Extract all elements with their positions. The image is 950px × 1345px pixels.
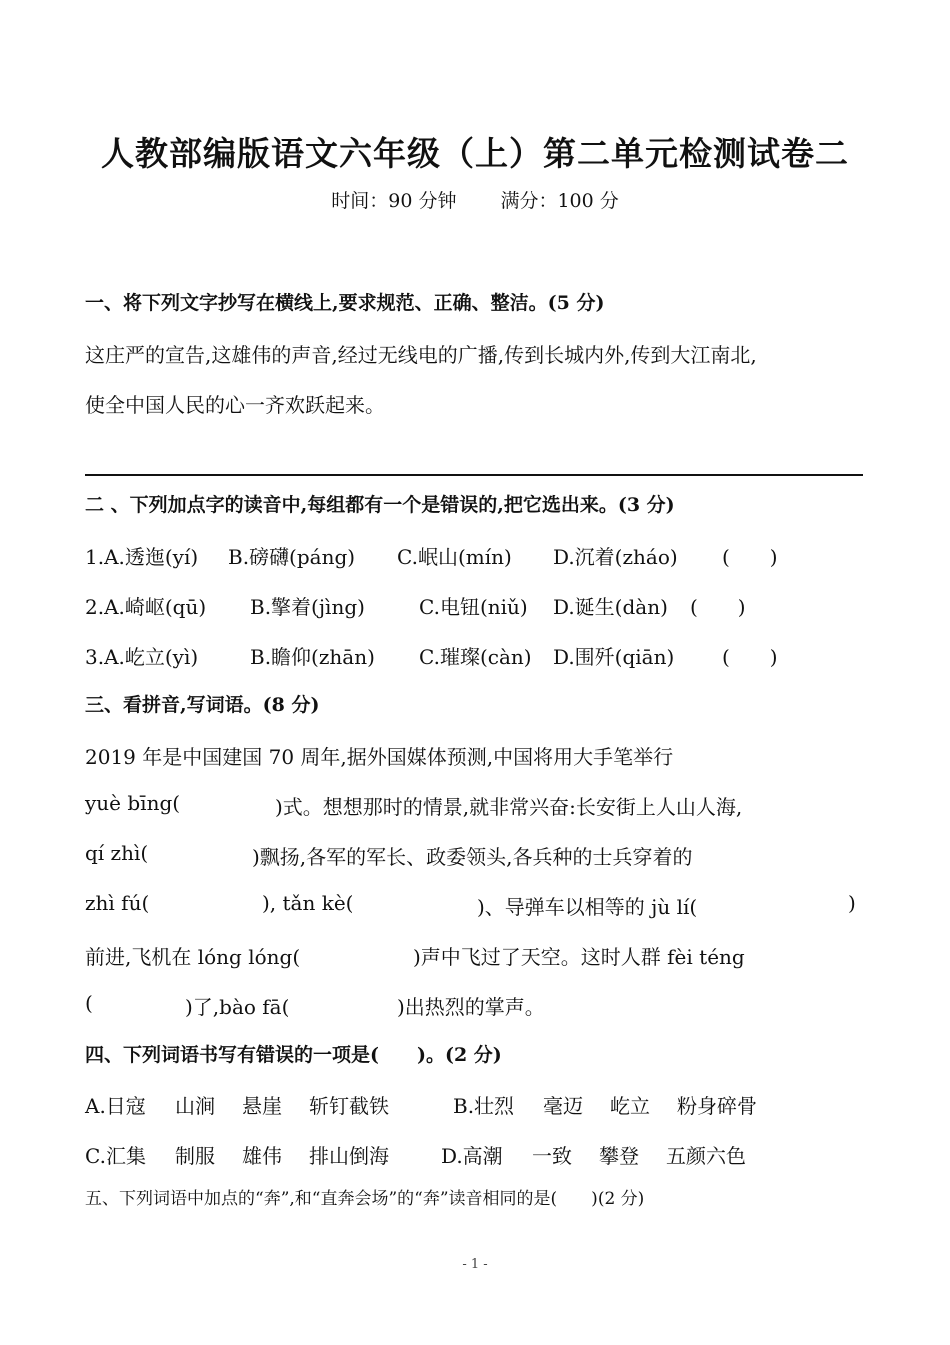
option-c-word: C.汇集 [85, 1144, 146, 1168]
section3-blank: ( [85, 991, 93, 1015]
page-number: - 1 - [462, 1257, 488, 1272]
option-b-word: 屹立 [610, 1094, 650, 1118]
option-b-word: 毫迈 [543, 1094, 583, 1118]
option-b-word: 粉身碎骨 [677, 1094, 757, 1118]
section5-heading: 五、下列词语中加点的“奔”,和“直奔会场”的“奔”读音相同的是( )(2 分) [85, 1189, 645, 1209]
section2-heading: 二 、下列加点字的读音中,每组都有一个是错误的,把它选出来。(3 分) [85, 494, 675, 516]
pinyin-tanke: ), tǎn kè( [262, 891, 354, 915]
section1-heading: 一、将下列文字抄写在横线上,要求规范、正确、整洁。(5 分) [85, 292, 605, 314]
q1-option-a: 1.A.透迤(yí) [85, 545, 199, 569]
q3-option-a: 3.A.屹立(yì) [85, 645, 199, 669]
option-d-word: 攀登 [599, 1144, 639, 1168]
option-a-word: 斩钉截铁 [309, 1094, 389, 1118]
option-d-word: D.高潮 [441, 1144, 503, 1168]
pinyin-feiteng: )声中飞过了天空。这时人群 fèi téng [413, 945, 745, 969]
q3-option-b: B.瞻仰(zhān) [250, 645, 375, 669]
copy-writing-line [85, 474, 863, 476]
q2-option-d: D.诞生(dàn) [553, 595, 668, 619]
pinyin-longlong: 前进,飞机在 lóng lóng( [85, 945, 301, 969]
q1-answer-blank: ( ) [722, 545, 778, 569]
section3-text: )飘扬,各军的军长、政委领头,各兵种的士兵穿着的 [252, 845, 693, 869]
section3-text: )式。想想那时的情景,就非常兴奋:长安街上人山人海, [275, 795, 743, 819]
q1-option-d: D.沉着(zháo) [553, 545, 678, 569]
exam-score: 满分：100 分 [500, 190, 619, 212]
q2-option-c: C.电钮(niǔ) [419, 595, 528, 619]
exam-info [0, 186, 950, 213]
option-c-word: 雄伟 [242, 1144, 282, 1168]
option-a-word: A.日寇 [85, 1094, 146, 1118]
option-a-word: 山涧 [175, 1094, 215, 1118]
q2-answer-blank: ( ) [690, 595, 746, 619]
section1-text-line: 这庄严的宣告,这雄伟的声音,经过无线电的广播,传到长城内外,传到大江南北, [85, 343, 757, 367]
section3-text: )出热烈的掌声。 [397, 995, 545, 1019]
q2-option-b: B.擎着(jìng) [250, 595, 365, 619]
option-c-word: 制服 [175, 1144, 215, 1168]
q1-option-c: C.岷山(mín) [397, 545, 512, 569]
pinyin-juli: )、导弹车以相等的 jù lí( [477, 895, 698, 919]
exam-time: 时间：90 分钟 [331, 190, 457, 212]
q3-option-d: D.围歼(qiān) [553, 645, 675, 669]
q2-option-a: 2.A.崎岖(qū) [85, 595, 207, 619]
section4-heading: 四、下列词语书写有错误的一项是( )。(2 分) [85, 1044, 502, 1066]
option-d-word: 五颜六色 [666, 1144, 746, 1168]
option-a-word: 悬崖 [242, 1094, 282, 1118]
page-title: 人教部编版语文六年级（上）第二单元检测试卷二 [101, 134, 849, 173]
pinyin-qizhi: qí zhì( [85, 841, 149, 865]
pinyin-yuebing: yuè bīng( [85, 791, 181, 815]
option-d-word: 一致 [532, 1144, 572, 1168]
pinyin-zhifu: zhì fú( [85, 891, 150, 915]
section3-line: 2019 年是中国建国 70 周年,据外国媒体预测,中国将用大手笔举行 [85, 745, 674, 769]
option-c-word: 排山倒海 [309, 1144, 389, 1168]
q3-option-c: C.璀璨(càn) [419, 645, 532, 669]
option-b-word: B.壮烈 [453, 1094, 515, 1118]
section1-text-line: 使全中国人民的心一齐欢跃起来。 [85, 393, 385, 417]
q3-answer-blank: ( ) [722, 645, 778, 669]
q1-option-b: B.磅礴(páng) [228, 545, 356, 569]
section3-text: ) [848, 891, 856, 915]
pinyin-baofa: )了,bào fā( [185, 995, 290, 1019]
section3-heading: 三、看拼音,写词语。(8 分) [85, 694, 320, 716]
